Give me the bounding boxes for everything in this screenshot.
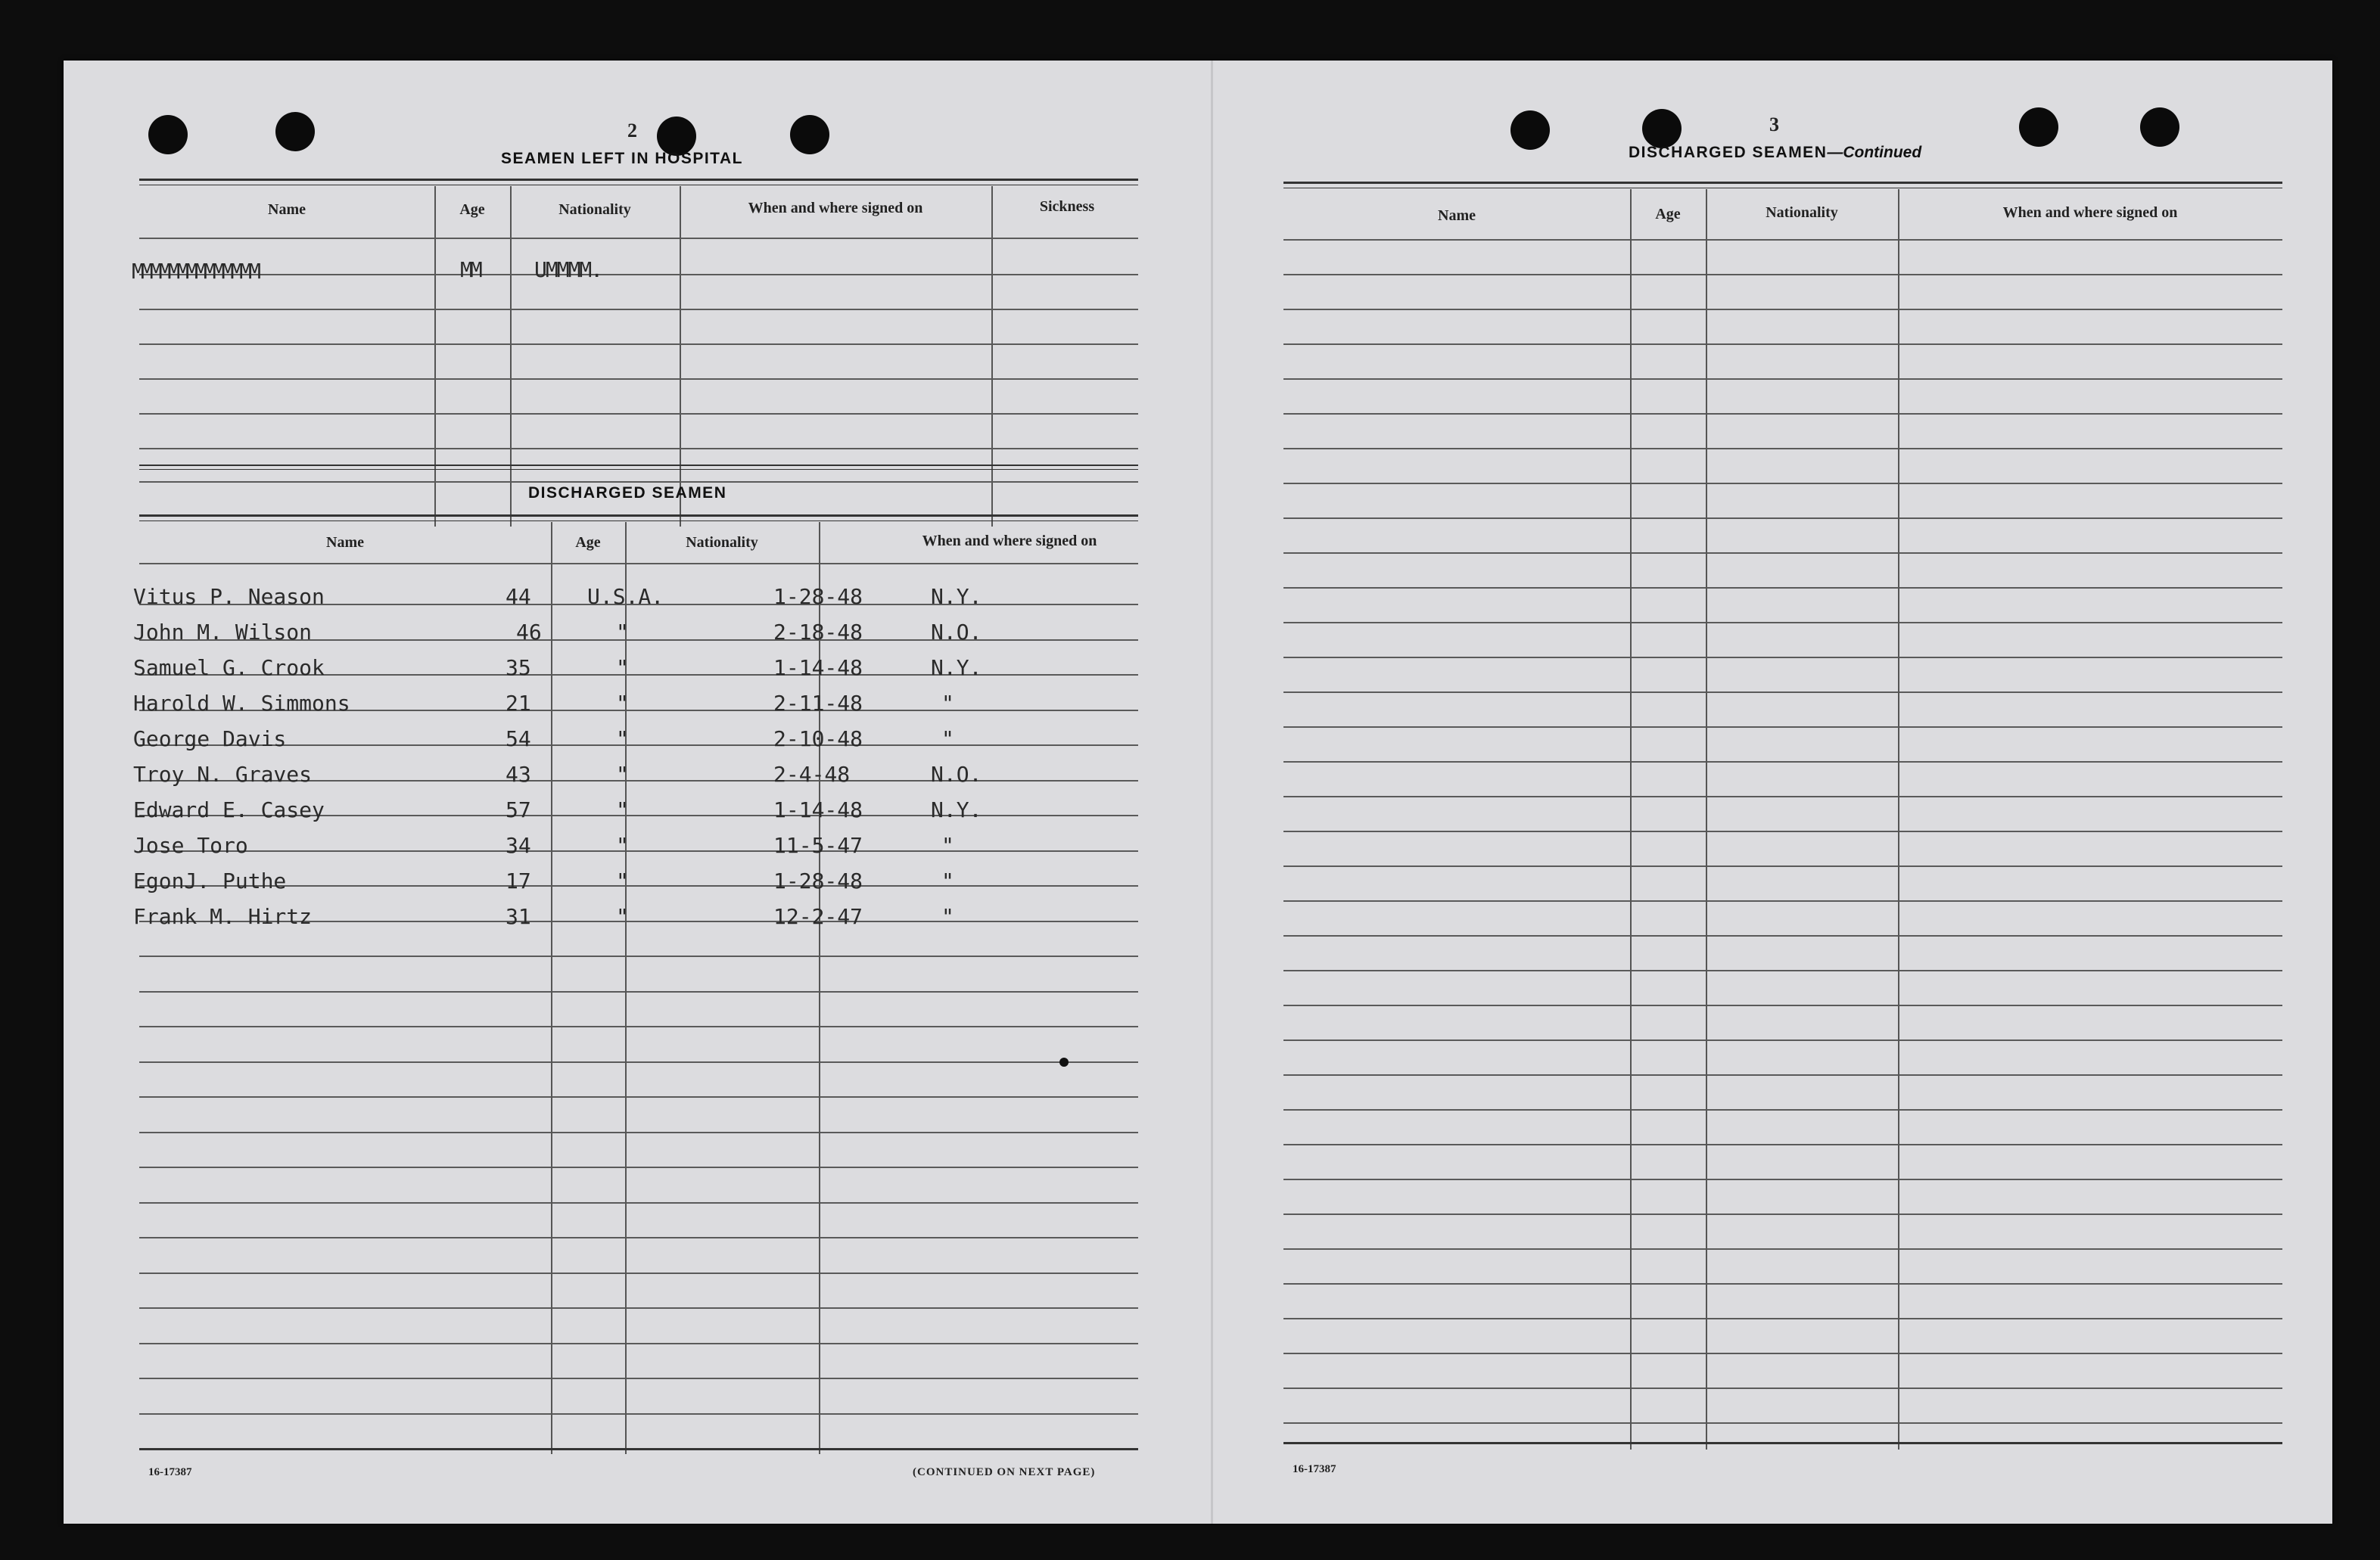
row-name: John M. Wilson	[133, 620, 313, 645]
row-name: Troy N. Graves	[133, 762, 313, 787]
form-number-right: 16-17387	[1293, 1463, 1336, 1475]
right-col-divider	[1706, 189, 1707, 1450]
row-nationality: "	[616, 762, 629, 787]
row-name: Samuel G. Crook	[133, 655, 325, 680]
right-row-line	[1283, 900, 2282, 902]
right-row-line	[1283, 1144, 2282, 1145]
right-header-underline	[1283, 239, 2282, 241]
right-row-line	[1283, 378, 2282, 380]
discharged-header-age: Age	[575, 534, 601, 551]
discharged-top-rule	[139, 514, 1138, 517]
right-row-line	[1283, 448, 2282, 449]
right-row-line	[1283, 483, 2282, 484]
discharged-row-line	[139, 850, 1138, 852]
row-place: "	[941, 691, 954, 716]
right-row-line	[1283, 1109, 2282, 1111]
punch-hole	[148, 115, 188, 154]
hospital-row-line	[139, 448, 1138, 449]
row-nationality: "	[616, 655, 629, 680]
row-date: 1-14-48	[773, 797, 863, 822]
right-row-line	[1283, 1039, 2282, 1041]
right-row-line	[1283, 552, 2282, 554]
row-place: "	[941, 833, 954, 858]
row-nationality: "	[616, 904, 629, 929]
hospital-row-line	[139, 481, 1138, 483]
row-date: 2-10-48	[773, 726, 863, 751]
right-row-line	[1283, 1353, 2282, 1354]
row-date: 1-28-48	[773, 869, 863, 893]
row-place: "	[941, 904, 954, 929]
row-nationality: U.S.A.	[587, 584, 664, 609]
row-date: 2-18-48	[773, 620, 863, 645]
right-row-line	[1283, 343, 2282, 345]
hospital-row-line	[139, 378, 1138, 380]
row-place: N.O.	[931, 620, 982, 645]
right-row-line	[1283, 587, 2282, 589]
row-name: Vitus P. Neason	[133, 584, 325, 609]
row-place: N.O.	[931, 762, 982, 787]
row-age: 44	[506, 584, 531, 609]
row-name: Jose Toro	[133, 833, 248, 858]
right-row-line	[1283, 1388, 2282, 1389]
row-name: Edward E. Casey	[133, 797, 325, 822]
right-row-line	[1283, 726, 2282, 728]
discharged-row-line	[139, 1343, 1138, 1344]
right-col-divider	[1898, 189, 1899, 1450]
right-row-line	[1283, 1005, 2282, 1006]
row-place: N.Y.	[931, 655, 982, 680]
right-row-line	[1283, 1318, 2282, 1319]
row-age: 46	[516, 620, 542, 645]
right-row-line	[1283, 865, 2282, 867]
right-row-line	[1283, 1283, 2282, 1285]
row-age: 17	[506, 869, 531, 893]
right-row-line	[1283, 761, 2282, 763]
hospital-row-line	[139, 343, 1138, 345]
hospital-top-rule	[139, 179, 1138, 181]
discharged-row-line	[139, 885, 1138, 887]
right-row-line	[1283, 622, 2282, 623]
right-row-line	[1283, 657, 2282, 658]
right-header-signed-on: When and where signed on	[2002, 204, 2178, 221]
hospital-header-age: Age	[459, 201, 485, 218]
row-place: "	[941, 726, 954, 751]
row-date: 2-11-48	[773, 691, 863, 716]
row-nationality: "	[616, 797, 629, 822]
page-number-left: 2	[627, 120, 637, 141]
discharged-header-nationality: Nationality	[686, 534, 758, 551]
hospital-entry-name: MMMMMMMMMMMMMM	[132, 259, 258, 284]
discharged-row-line	[139, 1413, 1138, 1415]
right-top-rule	[1283, 182, 2282, 184]
row-date: 1-28-48	[773, 584, 863, 609]
punch-hole	[275, 112, 315, 151]
right-row-line	[1283, 1248, 2282, 1250]
right-row-line	[1283, 1179, 2282, 1180]
punch-hole	[790, 115, 829, 154]
row-age: 57	[506, 797, 531, 822]
discharged-row-line	[139, 1096, 1138, 1098]
discharged-row-line	[139, 1026, 1138, 1027]
discharged-row-line	[139, 1378, 1138, 1379]
row-place: "	[941, 869, 954, 893]
discharged-row-line	[139, 1132, 1138, 1133]
hospital-header-underline	[139, 238, 1138, 239]
row-age: 21	[506, 691, 531, 716]
row-age: 35	[506, 655, 531, 680]
row-nationality: "	[616, 869, 629, 893]
hospital-header-nationality: Nationality	[558, 201, 631, 218]
punch-hole	[2019, 107, 2058, 147]
right-row-line	[1283, 796, 2282, 797]
row-age: 31	[506, 904, 531, 929]
right-row-line	[1283, 517, 2282, 519]
right-row-line	[1283, 970, 2282, 971]
discharged-header-name: Name	[326, 534, 364, 551]
row-age: 43	[506, 762, 531, 787]
right-row-line	[1283, 274, 2282, 275]
discharged-section-rule	[139, 469, 1138, 470]
row-date: 11-5-47	[773, 833, 863, 858]
discharged-section-title: DISCHARGED SEAMEN	[528, 484, 727, 502]
page-fold	[1211, 61, 1213, 1524]
hospital-header-sickness: Sickness	[1039, 198, 1095, 215]
hospital-row-line	[139, 309, 1138, 310]
right-bottom-rule	[1283, 1442, 2282, 1444]
discharged-row-line	[139, 1237, 1138, 1238]
hospital-entry-nationality: UMMMM.	[534, 257, 602, 282]
discharged-row-line	[139, 1167, 1138, 1168]
discharged-row-line	[139, 1202, 1138, 1204]
row-name: Harold W. Simmons	[133, 691, 350, 716]
discharged-row-line	[139, 744, 1138, 746]
hospital-header-signed-on: When and where signed on	[748, 200, 923, 216]
right-row-line	[1283, 413, 2282, 415]
right-row-line	[1283, 1074, 2282, 1076]
row-place: N.Y.	[931, 584, 982, 609]
hospital-row-line	[139, 413, 1138, 415]
right-title-main: DISCHARGED SEAMEN	[1629, 144, 1828, 161]
right-title-suffix: —Continued	[1827, 144, 1922, 161]
hospital-row-line	[139, 274, 1138, 275]
row-name: Frank M. Hirtz	[133, 904, 313, 929]
form-number-left: 16-17387	[148, 1466, 192, 1478]
right-row-line	[1283, 309, 2282, 310]
right-header-name: Name	[1438, 207, 1476, 224]
row-date: 12-2-47	[773, 904, 863, 929]
discharged-row-line	[139, 956, 1138, 957]
right-header-nationality: Nationality	[1766, 204, 1838, 221]
hospital-header-name: Name	[268, 201, 306, 218]
right-row-line	[1283, 831, 2282, 832]
discharged-bottom-rule	[139, 1448, 1138, 1450]
right-col-divider	[1630, 189, 1632, 1450]
row-nationality: "	[616, 833, 629, 858]
discharged-section-rule	[139, 465, 1138, 466]
row-date: 2-4-48	[773, 762, 851, 787]
discharged-header-underline	[139, 563, 1138, 564]
document-sheet	[64, 61, 2332, 1524]
punch-hole	[2140, 107, 2179, 147]
row-nationality: "	[616, 726, 629, 751]
punch-hole	[1510, 110, 1550, 150]
row-age: 34	[506, 833, 531, 858]
row-name: EgonJ. Puthe	[133, 869, 287, 893]
discharged-row-line	[139, 1273, 1138, 1274]
discharged-row-line	[139, 991, 1138, 993]
right-row-line	[1283, 1214, 2282, 1215]
right-row-line	[1283, 935, 2282, 937]
row-nationality: "	[616, 691, 629, 716]
continued-note: (CONTINUED ON NEXT PAGE)	[913, 1466, 1096, 1478]
row-name: George Davis	[133, 726, 287, 751]
ink-dot	[1059, 1058, 1069, 1067]
right-row-line	[1283, 691, 2282, 693]
hospital-entry-age: MM	[460, 257, 480, 282]
discharged-col-divider	[551, 522, 552, 1454]
row-nationality: "	[616, 620, 629, 645]
discharged-header-signed-on: When and where signed on	[922, 533, 1097, 549]
right-header-age: Age	[1655, 206, 1681, 222]
punch-hole	[1642, 109, 1682, 148]
right-section-title	[1629, 144, 1921, 162]
page-number-right: 3	[1769, 113, 1779, 135]
discharged-row-line	[139, 1061, 1138, 1063]
row-date: 1-14-48	[773, 655, 863, 680]
hospital-section-title: SEAMEN LEFT IN HOSPITAL	[501, 150, 743, 167]
row-age: 54	[506, 726, 531, 751]
row-place: N.Y.	[931, 797, 982, 822]
right-row-line	[1283, 1422, 2282, 1424]
discharged-row-line	[139, 1307, 1138, 1309]
